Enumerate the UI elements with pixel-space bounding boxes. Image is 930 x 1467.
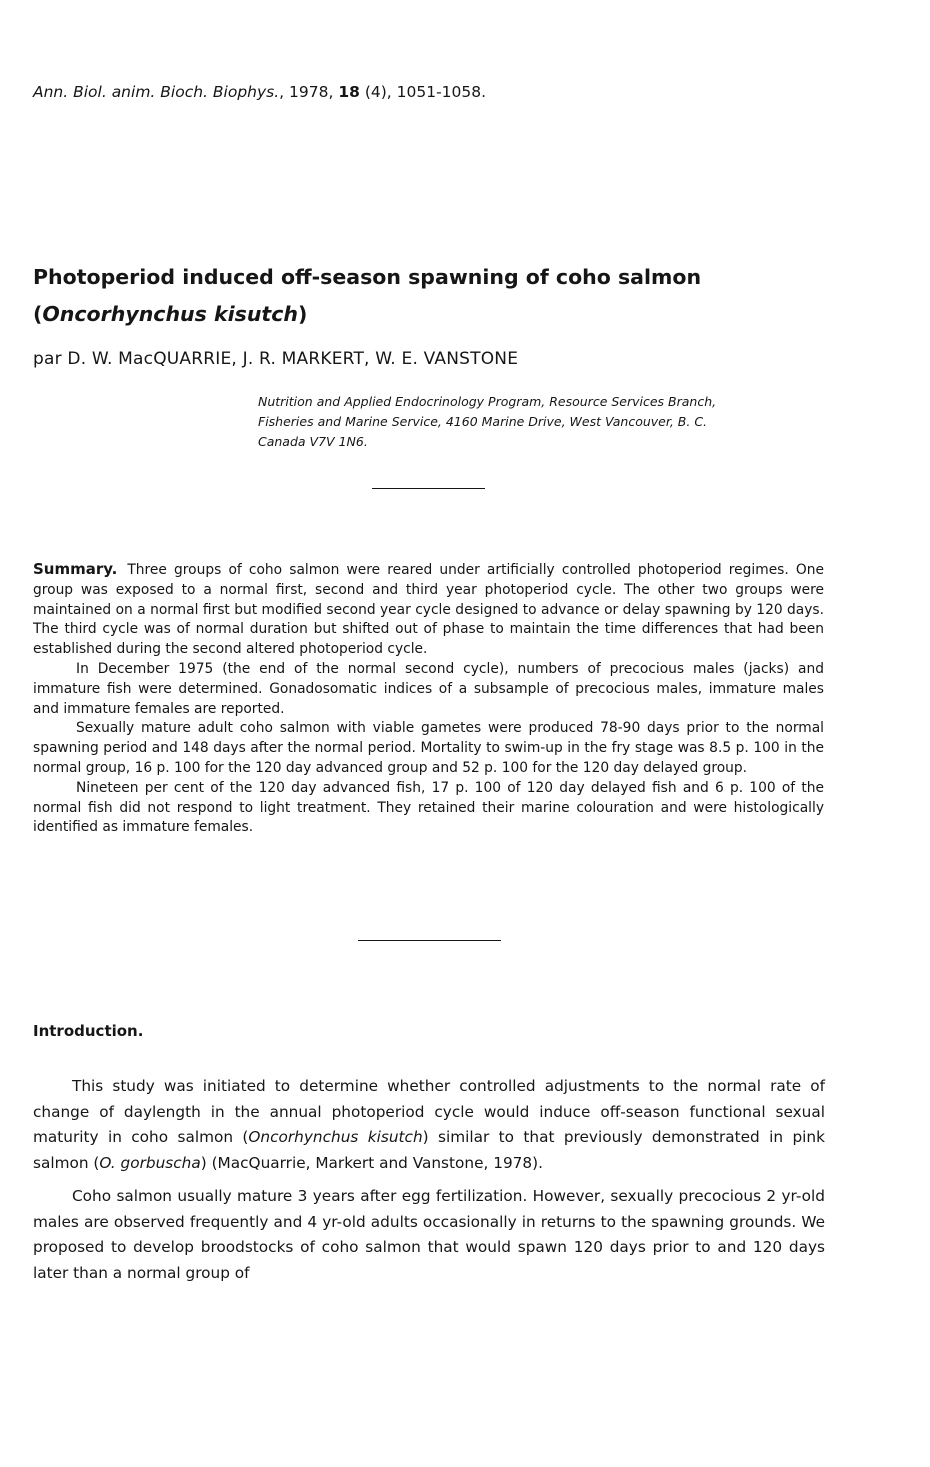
title-species: Oncorhynchus kisutch <box>42 302 298 326</box>
journal-issue-pages: (4), 1051-1058. <box>359 83 487 101</box>
title-species-line: (Oncorhynchus kisutch) <box>33 302 308 326</box>
separator-rule <box>358 940 501 941</box>
author-list: par D. W. MacQUARRIE, J. R. MARKERT, W. E. VANSTONE <box>33 349 519 369</box>
summary-paragraph: Summary. Three groups of coho salmon were reared under artificially controlled photoperiod regimes. One group was exposed to a normal first, second and third year photoperiod cycle. The other two groups were maintained on a normal first but modified second year cycle designed to advance or delay spawning by 120 days. The third cycle was of normal duration but shifted out of phase to maintain the time differences that had been established during the second altered photoperiod cycle. <box>33 560 824 658</box>
summary-paragraph: Nineteen per cent of the 120 day advanced fish, 17 p. 100 of 120 day delayed fish and 6 p. 100 of the normal fish did not respond to light treatment. They retained their marine colouration and were histologically identified as immature females. <box>33 779 824 836</box>
separator-rule <box>372 488 485 489</box>
introduction-paragraph: This study was initiated to determine whether controlled adjustments to the normal rate of change of daylength in the annual photoperiod cycle would induce off-season functional sexual maturity in coho salmon (Oncorhynchus kisutch) similar to that previously demonstrated in pink salmon (O. gorbuscha) (MacQuarrie, Markert and Vanstone, 1978). <box>33 1077 825 1172</box>
section-heading-introduction: Introduction. <box>33 1022 144 1040</box>
journal-name: Ann. Biol. anim. Bioch. Biophys. <box>33 83 280 101</box>
affiliation: Nutrition and Applied Endocrinology Program, Resource Services Branch, Fisheries and Marine Service, 4160 Marine Drive, West Vancouver, B. C. Canada V7V 1N6. <box>258 394 717 449</box>
paper-title <box>33 259 873 333</box>
introduction-paragraph: Coho salmon usually mature 3 years after egg fertilization. However, sexually precocious 2 yr-old males are observed frequently and 4 yr-old adults occasionally in returns to the spawning grounds. We proposed to develop broodstocks of coho salmon that would spawn 120 days prior to and 120 days later than a normal group of <box>33 1187 825 1282</box>
summary-paragraph: In December 1975 (the end of the normal second cycle), numbers of precocious males (jacks) and immature fish were determined. Gonadosomatic indices of a subsample of precocious males, immature males and immature females are reported. <box>33 660 824 717</box>
summary-section <box>33 560 824 838</box>
journal-citation <box>33 83 486 101</box>
journal-volume: 18 <box>338 83 360 101</box>
summary-heading: Summary. <box>33 560 118 578</box>
journal-year: , 1978, <box>279 83 339 101</box>
summary-paragraph: Sexually mature adult coho salmon with viable gametes were produced 78-90 days prior to the normal spawning period and 148 days after the normal period. Mortality to swim-up in the fry stage was 8.5 p. 100 in the normal group, 16 p. 100 for the 120 day advanced group and 52 p. 100 for the 120 day delayed group. <box>33 720 824 776</box>
introduction-body <box>33 1074 825 1294</box>
title-main: Photoperiod induced off-season spawning of coho salmon <box>33 265 702 289</box>
